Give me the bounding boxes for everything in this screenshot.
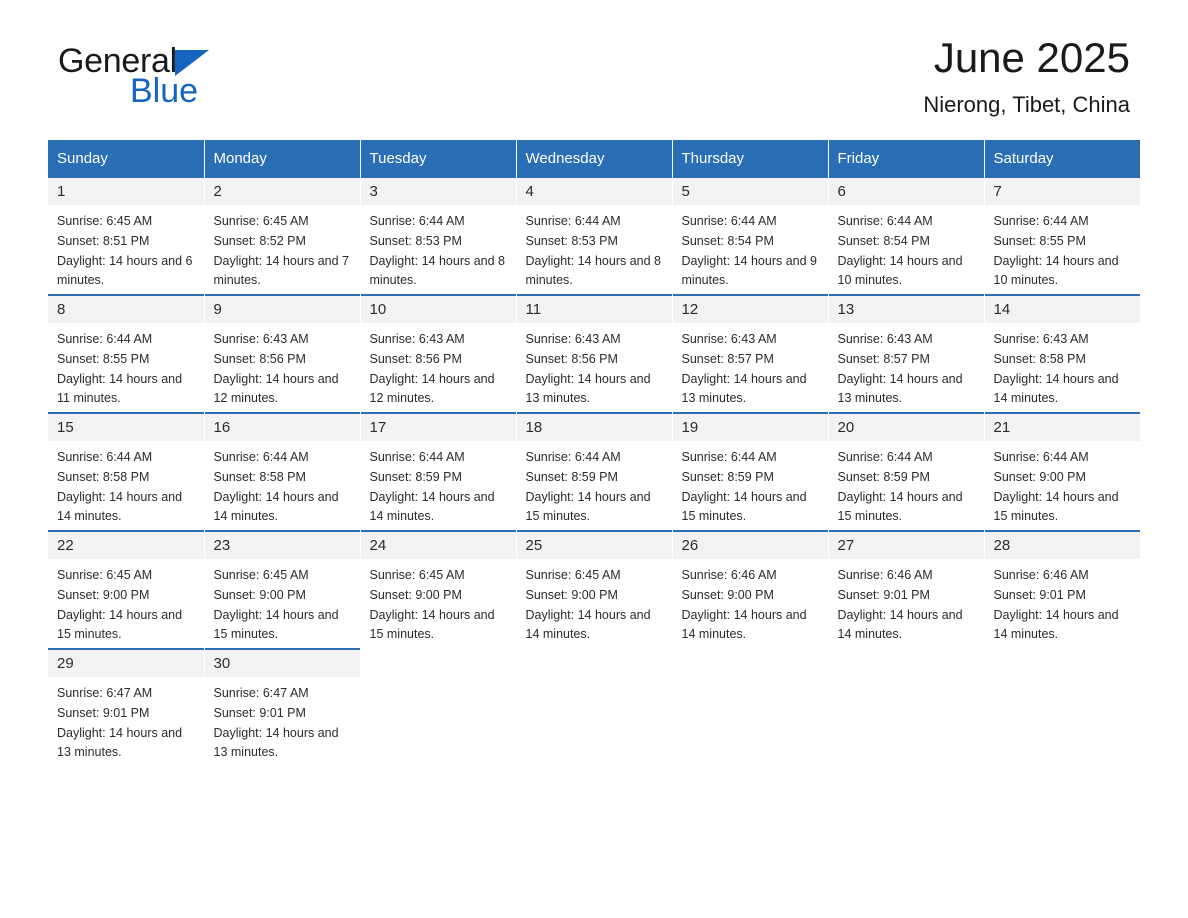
calendar-cell <box>828 294 984 412</box>
sunrise-text: Sunrise: 6:44 AM <box>57 450 153 464</box>
sunrise-text: Sunrise: 6:45 AM <box>213 214 309 228</box>
calendar-cell <box>204 176 360 294</box>
calendar-cell <box>48 176 204 294</box>
calendar-week-row <box>48 294 1140 412</box>
daylight-text: Daylight: 14 hours and 10 minutes. <box>837 253 963 288</box>
day-number: 29 <box>48 650 204 677</box>
sunset-text: Sunset: 8:57 PM <box>837 351 930 366</box>
day-details <box>205 559 360 645</box>
day-details <box>829 205 984 291</box>
calendar-cell <box>360 294 516 412</box>
calendar-cell <box>516 412 672 530</box>
calendar-day[interactable] <box>829 530 984 648</box>
day-details <box>517 323 672 409</box>
day-number: 24 <box>361 532 516 559</box>
sunset-text: Sunset: 9:00 PM <box>993 469 1086 484</box>
weekday-header-wednesday: Wednesday <box>516 140 672 176</box>
day-details <box>517 559 672 645</box>
sunrise-text: Sunrise: 6:44 AM <box>525 450 621 464</box>
sunset-text: Sunset: 8:54 PM <box>681 233 774 248</box>
sunset-text: Sunset: 8:59 PM <box>837 469 930 484</box>
sunset-text: Sunset: 9:01 PM <box>57 705 150 720</box>
calendar-day-empty <box>985 648 1141 766</box>
calendar-day[interactable] <box>48 176 204 294</box>
sunrise-text: Sunrise: 6:43 AM <box>681 332 777 346</box>
day-number: 22 <box>48 532 204 559</box>
sunset-text: Sunset: 8:56 PM <box>213 351 306 366</box>
calendar-cell <box>828 530 984 648</box>
day-details <box>205 205 360 291</box>
day-number: 12 <box>673 296 828 323</box>
day-number: 14 <box>985 296 1141 323</box>
calendar-day[interactable] <box>48 412 204 530</box>
calendar-day[interactable] <box>673 412 828 530</box>
day-number: 11 <box>517 296 672 323</box>
daylight-text: Daylight: 14 hours and 14 minutes. <box>993 607 1119 642</box>
daylight-text: Daylight: 14 hours and 13 minutes. <box>213 725 339 760</box>
calendar-cell <box>516 648 672 766</box>
calendar-day-empty <box>361 648 516 766</box>
day-number: 1 <box>48 178 204 205</box>
day-number: 17 <box>361 414 516 441</box>
sunrise-text: Sunrise: 6:47 AM <box>213 686 309 700</box>
sunset-text: Sunset: 8:59 PM <box>369 469 462 484</box>
calendar-cell <box>360 412 516 530</box>
sunrise-text: Sunrise: 6:44 AM <box>681 214 777 228</box>
calendar-cell <box>984 412 1140 530</box>
sunrise-text: Sunrise: 6:44 AM <box>525 214 621 228</box>
daylight-text: Daylight: 14 hours and 12 minutes. <box>213 371 339 406</box>
weekday-header-thursday: Thursday <box>672 140 828 176</box>
day-number: 4 <box>517 178 672 205</box>
sunrise-text: Sunrise: 6:44 AM <box>837 214 933 228</box>
day-number: 27 <box>829 532 984 559</box>
weekday-header-saturday: Saturday <box>984 140 1140 176</box>
calendar-cell <box>204 294 360 412</box>
sunrise-text: Sunrise: 6:45 AM <box>57 568 153 582</box>
sunrise-text: Sunrise: 6:45 AM <box>369 568 465 582</box>
daylight-text: Daylight: 14 hours and 15 minutes. <box>369 607 495 642</box>
location-subtitle: Nierong, Tibet, China <box>923 92 1130 118</box>
sunrise-text: Sunrise: 6:43 AM <box>525 332 621 346</box>
daylight-text: Daylight: 14 hours and 15 minutes. <box>57 607 183 642</box>
daylight-text: Daylight: 14 hours and 13 minutes. <box>837 371 963 406</box>
daylight-text: Daylight: 14 hours and 14 minutes. <box>213 489 339 524</box>
sunrise-text: Sunrise: 6:45 AM <box>213 568 309 582</box>
calendar-day-empty <box>829 648 984 766</box>
day-number: 19 <box>673 414 828 441</box>
calendar-cell <box>360 648 516 766</box>
sunrise-text: Sunrise: 6:45 AM <box>57 214 153 228</box>
calendar-cell <box>672 530 828 648</box>
logo-text-general: General <box>58 42 177 80</box>
calendar-cell <box>984 176 1140 294</box>
day-details <box>673 441 828 527</box>
day-details <box>205 323 360 409</box>
logo-text-blue: Blue <box>130 72 199 110</box>
calendar-cell <box>516 176 672 294</box>
sunset-text: Sunset: 9:00 PM <box>681 587 774 602</box>
day-number: 3 <box>361 178 516 205</box>
daylight-text: Daylight: 14 hours and 9 minutes. <box>681 253 818 288</box>
day-details <box>205 441 360 527</box>
day-details <box>985 559 1141 645</box>
calendar-cell <box>48 294 204 412</box>
sunrise-text: Sunrise: 6:43 AM <box>369 332 465 346</box>
sunset-text: Sunset: 9:00 PM <box>369 587 462 602</box>
calendar-day-empty <box>517 648 672 766</box>
sunrise-text: Sunrise: 6:46 AM <box>837 568 933 582</box>
calendar-week-row <box>48 176 1140 294</box>
calendar-day[interactable] <box>985 294 1141 412</box>
calendar-cell <box>516 294 672 412</box>
daylight-text: Daylight: 14 hours and 10 minutes. <box>993 253 1119 288</box>
calendar-cell <box>984 648 1140 766</box>
calendar-cell <box>672 294 828 412</box>
day-details <box>48 323 204 409</box>
sunset-text: Sunset: 8:58 PM <box>213 469 306 484</box>
page-title: June 2025 <box>933 34 1130 81</box>
day-details <box>205 677 360 763</box>
calendar-cell <box>360 530 516 648</box>
day-number: 10 <box>361 296 516 323</box>
day-number: 5 <box>673 178 828 205</box>
daylight-text: Daylight: 14 hours and 14 minutes. <box>681 607 807 642</box>
sunset-text: Sunset: 8:52 PM <box>213 233 306 248</box>
day-number: 8 <box>48 296 204 323</box>
calendar-cell <box>984 530 1140 648</box>
calendar-day[interactable] <box>673 176 828 294</box>
calendar-day[interactable] <box>361 294 516 412</box>
daylight-text: Daylight: 14 hours and 6 minutes. <box>57 253 193 288</box>
sunset-text: Sunset: 9:01 PM <box>837 587 930 602</box>
daylight-text: Daylight: 14 hours and 15 minutes. <box>837 489 963 524</box>
day-number: 20 <box>829 414 984 441</box>
calendar-day[interactable] <box>985 530 1141 648</box>
day-details <box>48 559 204 645</box>
calendar-cell <box>672 176 828 294</box>
daylight-text: Daylight: 14 hours and 13 minutes. <box>681 371 807 406</box>
sunrise-text: Sunrise: 6:47 AM <box>57 686 153 700</box>
daylight-text: Daylight: 14 hours and 7 minutes. <box>213 253 350 288</box>
calendar-day[interactable] <box>829 412 984 530</box>
day-number: 9 <box>205 296 360 323</box>
daylight-text: Daylight: 14 hours and 15 minutes. <box>213 607 339 642</box>
calendar-day[interactable] <box>205 294 360 412</box>
calendar-day[interactable] <box>205 176 360 294</box>
sunrise-text: Sunrise: 6:46 AM <box>681 568 777 582</box>
day-details <box>673 205 828 291</box>
sunset-text: Sunset: 9:01 PM <box>213 705 306 720</box>
day-number: 23 <box>205 532 360 559</box>
weekday-header-friday: Friday <box>828 140 984 176</box>
sunset-text: Sunset: 8:56 PM <box>369 351 462 366</box>
day-details <box>48 205 204 291</box>
daylight-text: Daylight: 14 hours and 13 minutes. <box>57 725 183 760</box>
calendar-day[interactable] <box>517 176 672 294</box>
day-details <box>829 441 984 527</box>
calendar-cell <box>828 648 984 766</box>
weekday-header-row <box>48 140 1140 176</box>
calendar-cell <box>672 412 828 530</box>
sunset-text: Sunset: 8:54 PM <box>837 233 930 248</box>
daylight-text: Daylight: 14 hours and 12 minutes. <box>369 371 495 406</box>
day-details <box>361 205 516 291</box>
sunset-text: Sunset: 8:58 PM <box>993 351 1086 366</box>
calendar-cell <box>48 412 204 530</box>
daylight-text: Daylight: 14 hours and 13 minutes. <box>525 371 651 406</box>
day-number: 2 <box>205 178 360 205</box>
day-details <box>361 441 516 527</box>
calendar-day[interactable] <box>361 530 516 648</box>
sunset-text: Sunset: 8:59 PM <box>681 469 774 484</box>
day-number: 21 <box>985 414 1141 441</box>
calendar-week-row <box>48 648 1140 766</box>
calendar-cell <box>984 294 1140 412</box>
day-number: 25 <box>517 532 672 559</box>
sunset-text: Sunset: 8:57 PM <box>681 351 774 366</box>
sunrise-text: Sunrise: 6:43 AM <box>993 332 1089 346</box>
sunrise-text: Sunrise: 6:45 AM <box>525 568 621 582</box>
calendar-day[interactable] <box>361 176 516 294</box>
calendar-day[interactable] <box>985 176 1141 294</box>
sunrise-text: Sunrise: 6:44 AM <box>369 214 465 228</box>
daylight-text: Daylight: 14 hours and 14 minutes. <box>369 489 495 524</box>
day-details <box>673 323 828 409</box>
calendar-day[interactable] <box>517 530 672 648</box>
sunset-text: Sunset: 8:56 PM <box>525 351 618 366</box>
calendar-cell <box>828 176 984 294</box>
calendar-day[interactable] <box>829 294 984 412</box>
daylight-text: Daylight: 14 hours and 15 minutes. <box>525 489 651 524</box>
day-details <box>985 205 1141 291</box>
day-details <box>361 559 516 645</box>
daylight-text: Daylight: 14 hours and 15 minutes. <box>993 489 1119 524</box>
day-details <box>829 323 984 409</box>
day-details <box>48 441 204 527</box>
sunrise-text: Sunrise: 6:44 AM <box>837 450 933 464</box>
day-number: 6 <box>829 178 984 205</box>
logo-triangle-icon <box>175 50 209 76</box>
weekday-header-monday: Monday <box>204 140 360 176</box>
day-details <box>517 205 672 291</box>
sunrise-text: Sunrise: 6:44 AM <box>57 332 153 346</box>
sunset-text: Sunset: 9:00 PM <box>525 587 618 602</box>
daylight-text: Daylight: 14 hours and 8 minutes. <box>525 253 662 288</box>
day-details <box>361 323 516 409</box>
calendar-cell <box>48 530 204 648</box>
sunset-text: Sunset: 8:51 PM <box>57 233 150 248</box>
daylight-text: Daylight: 14 hours and 14 minutes. <box>837 607 963 642</box>
daylight-text: Daylight: 14 hours and 14 minutes. <box>57 489 183 524</box>
calendar-week-row <box>48 530 1140 648</box>
calendar-day[interactable] <box>517 294 672 412</box>
calendar-cell <box>204 412 360 530</box>
day-number: 28 <box>985 532 1141 559</box>
sunrise-text: Sunrise: 6:43 AM <box>837 332 933 346</box>
weekday-header-tuesday: Tuesday <box>360 140 516 176</box>
daylight-text: Daylight: 14 hours and 11 minutes. <box>57 371 183 406</box>
calendar-cell <box>516 530 672 648</box>
sunrise-text: Sunrise: 6:44 AM <box>993 450 1089 464</box>
weekday-header-sunday: Sunday <box>48 140 204 176</box>
sunset-text: Sunset: 8:55 PM <box>57 351 150 366</box>
daylight-text: Daylight: 14 hours and 14 minutes. <box>993 371 1119 406</box>
calendar-day[interactable] <box>205 530 360 648</box>
calendar-day[interactable] <box>48 530 204 648</box>
calendar-day[interactable] <box>673 294 828 412</box>
day-details <box>829 559 984 645</box>
daylight-text: Daylight: 14 hours and 14 minutes. <box>525 607 651 642</box>
sunset-text: Sunset: 8:59 PM <box>525 469 618 484</box>
sunrise-text: Sunrise: 6:44 AM <box>369 450 465 464</box>
day-details <box>673 559 828 645</box>
calendar-body <box>48 176 1140 766</box>
sunrise-text: Sunrise: 6:44 AM <box>993 214 1089 228</box>
sunrise-text: Sunrise: 6:46 AM <box>993 568 1089 582</box>
generalblue-logo <box>58 44 209 108</box>
day-details <box>985 441 1141 527</box>
day-number: 7 <box>985 178 1141 205</box>
calendar-cell <box>828 412 984 530</box>
calendar-cell <box>48 648 204 766</box>
page-header <box>48 0 1140 140</box>
sunset-text: Sunset: 9:01 PM <box>993 587 1086 602</box>
month-calendar <box>48 140 1140 766</box>
sunset-text: Sunset: 8:58 PM <box>57 469 150 484</box>
sunset-text: Sunset: 8:53 PM <box>369 233 462 248</box>
day-number: 13 <box>829 296 984 323</box>
daylight-text: Daylight: 14 hours and 8 minutes. <box>369 253 506 288</box>
calendar-day[interactable] <box>48 648 204 766</box>
calendar-week-row <box>48 412 1140 530</box>
day-number: 30 <box>205 650 360 677</box>
day-number: 16 <box>205 414 360 441</box>
sunrise-text: Sunrise: 6:44 AM <box>213 450 309 464</box>
sunset-text: Sunset: 8:53 PM <box>525 233 618 248</box>
calendar-day[interactable] <box>829 176 984 294</box>
day-number: 18 <box>517 414 672 441</box>
calendar-day[interactable] <box>205 412 360 530</box>
calendar-day[interactable] <box>361 412 516 530</box>
sunset-text: Sunset: 9:00 PM <box>57 587 150 602</box>
sunrise-text: Sunrise: 6:43 AM <box>213 332 309 346</box>
calendar-day[interactable] <box>985 412 1141 530</box>
day-details <box>985 323 1141 409</box>
calendar-cell <box>360 176 516 294</box>
calendar-cell <box>672 648 828 766</box>
sunset-text: Sunset: 9:00 PM <box>213 587 306 602</box>
calendar-day[interactable] <box>517 412 672 530</box>
title-block <box>923 36 1130 118</box>
sunset-text: Sunset: 8:55 PM <box>993 233 1086 248</box>
day-number: 26 <box>673 532 828 559</box>
calendar-day[interactable] <box>205 648 360 766</box>
day-details <box>517 441 672 527</box>
day-number: 15 <box>48 414 204 441</box>
calendar-day[interactable] <box>48 294 204 412</box>
calendar-day-empty <box>673 648 828 766</box>
calendar-cell <box>204 648 360 766</box>
calendar-day[interactable] <box>673 530 828 648</box>
daylight-text: Daylight: 14 hours and 15 minutes. <box>681 489 807 524</box>
sunrise-text: Sunrise: 6:44 AM <box>681 450 777 464</box>
calendar-cell <box>204 530 360 648</box>
day-details <box>48 677 204 763</box>
